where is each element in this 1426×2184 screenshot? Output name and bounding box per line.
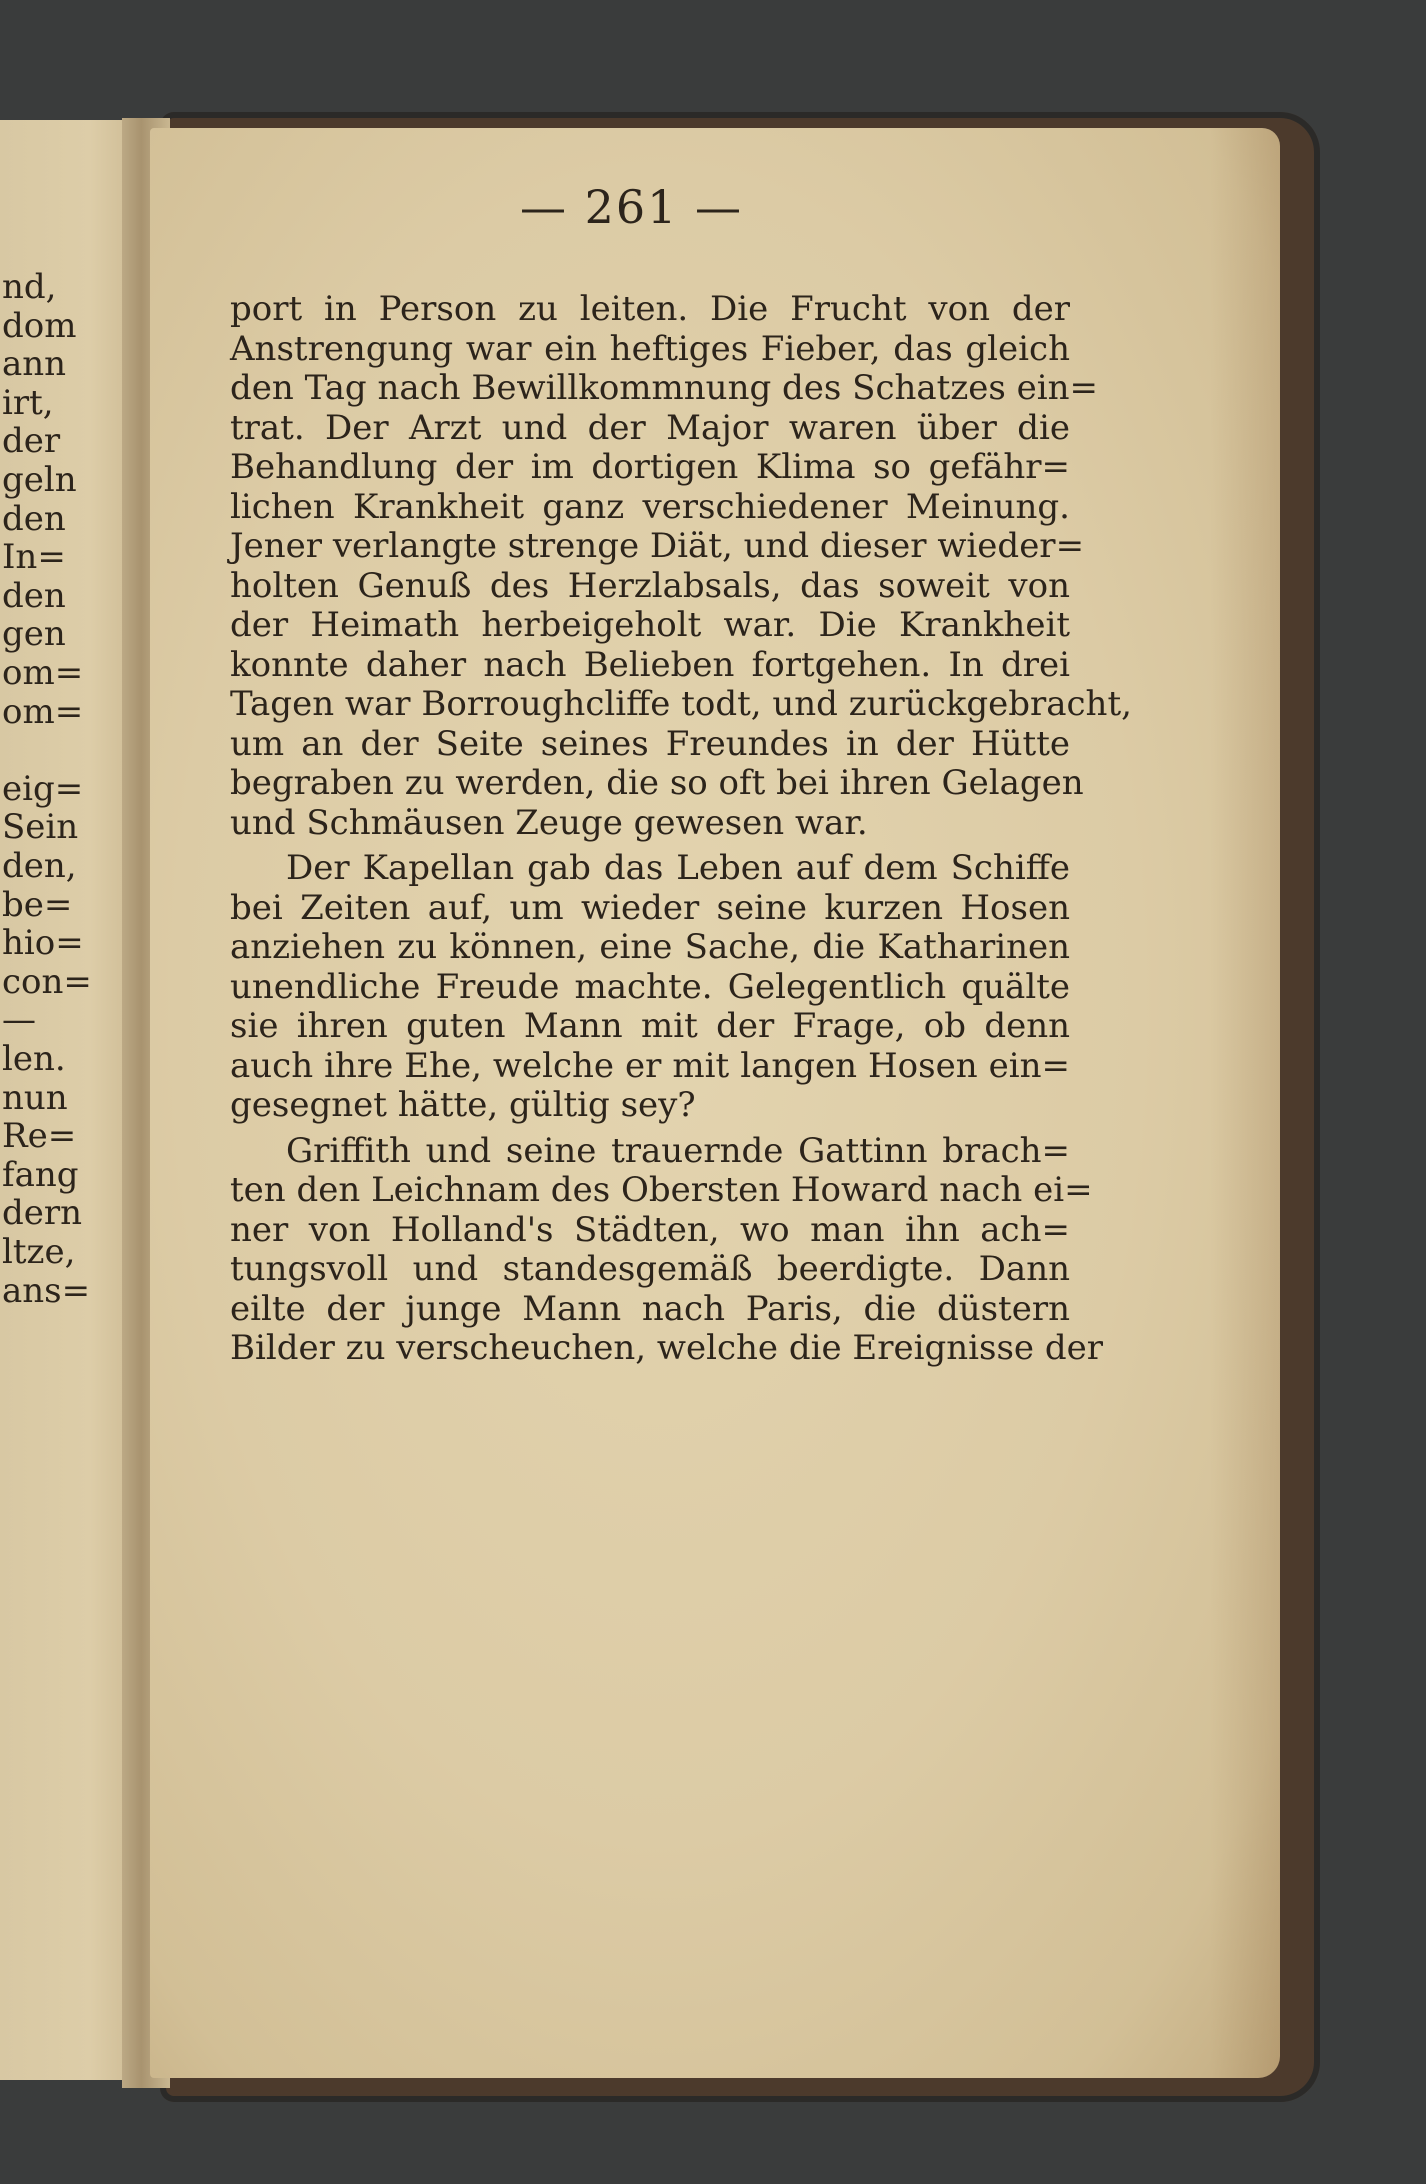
text-line: Jener verlangte strenge Diät, und dieser wieder= <box>230 526 1085 566</box>
text-line: port in Person zu leiten. Die Frucht von der <box>230 289 1070 329</box>
text-line: begraben zu werden, die so oft bei ihren Gelagen <box>230 763 1084 803</box>
text-line: gesegnet hätte, gültig sey? <box>230 1085 696 1125</box>
text-line: tungsvoll und standesgemäß beerdigte. Dann <box>230 1249 1070 1289</box>
previous-page-line: nun <box>2 1077 68 1118</box>
previous-page-line: nd, <box>2 267 57 307</box>
text-line: unendliche Freude machte. Gelegentlich quälte <box>230 966 1070 1007</box>
previous-page-line: dern <box>2 1193 83 1234</box>
previous-page-line: be= <box>2 884 73 925</box>
text-line: der Heimath herbeigeholt war. Die Krankheit <box>230 605 1070 645</box>
text-line: Anstrengung war ein heftiges Fieber, das gleich <box>230 328 1070 369</box>
text-line: Bilder zu verscheuchen, welche die Ereignisse der <box>230 1328 1103 1368</box>
previous-page-line: Re= <box>2 1116 77 1157</box>
page-edge-shadow <box>1210 128 1280 2078</box>
previous-page-line: om= <box>2 653 84 693</box>
previous-page-line: ann <box>2 344 67 385</box>
previous-page-line: om= <box>2 691 84 732</box>
previous-page-line: geln <box>2 460 77 500</box>
text-line: lichen Krankheit ganz verschiedener Meinung. <box>230 486 1070 527</box>
text-line: den Tag nach Bewillkommnung des Schatzes ein= <box>230 368 1099 408</box>
previous-page-line: len. <box>2 1039 66 1079</box>
previous-page-line: den, <box>2 846 77 886</box>
previous-page-line: der <box>2 421 61 462</box>
previous-page-line: irt, <box>2 382 54 423</box>
previous-page-line: ltze, <box>2 1232 76 1272</box>
previous-page-line: eig= <box>2 768 84 809</box>
text-line: ten den Leichnam des Obersten Howard nach ei= <box>230 1170 1093 1210</box>
text-line: Der Kapellan gab das Leben auf dem Schiffe <box>286 848 1070 888</box>
page-number: — 261 — <box>520 180 744 234</box>
text-line: konnte daher nach Belieben fortgehen. In drei <box>230 644 1070 685</box>
text-line: bei Zeiten auf, um wieder seine kurzen Hosen <box>230 887 1070 928</box>
previous-page-line: — <box>2 1000 36 1041</box>
text-line: anziehen zu können, eine Sache, die Katharinen <box>230 927 1070 967</box>
text-line: Behandlung der im dortigen Klima so gefähr= <box>230 447 1070 487</box>
text-line: eilte der junge Mann nach Paris, die düstern <box>230 1288 1070 1329</box>
previous-page-line: hio= <box>2 923 84 964</box>
text-line: auch ihre Ehe, welche er mit langen Hosen ein= <box>230 1045 1070 1086</box>
previous-page-line: den <box>2 498 66 539</box>
previous-page-line: fang <box>2 1154 79 1195</box>
text-line: um an der Seite seines Freundes in der Hütte <box>230 723 1070 764</box>
previous-page-line: Sein <box>2 807 79 848</box>
previous-page-line: con= <box>2 961 92 1002</box>
previous-page-line: den <box>2 575 66 616</box>
previous-page-line: In= <box>2 537 66 578</box>
text-line: Tagen war Borroughcliffe todt, und zurückgebracht, <box>230 684 1132 724</box>
text-line: ner von Holland's Städten, wo man ihn ach= <box>230 1209 1070 1250</box>
text-line: sie ihren guten Mann mit der Frage, ob denn <box>230 1006 1070 1046</box>
text-line: und Schmäusen Zeuge gewesen war. <box>230 802 868 843</box>
text-line: holten Genuß des Herzlabsals, das soweit von <box>230 565 1070 606</box>
previous-page-line: dom <box>2 305 77 346</box>
text-line: Griffith und seine trauernde Gattinn brach= <box>286 1130 1070 1171</box>
previous-page-line: ans= <box>2 1270 91 1311</box>
text-line: trat. Der Arzt und der Major waren über die <box>230 407 1070 448</box>
previous-page-line: gen <box>2 614 66 655</box>
